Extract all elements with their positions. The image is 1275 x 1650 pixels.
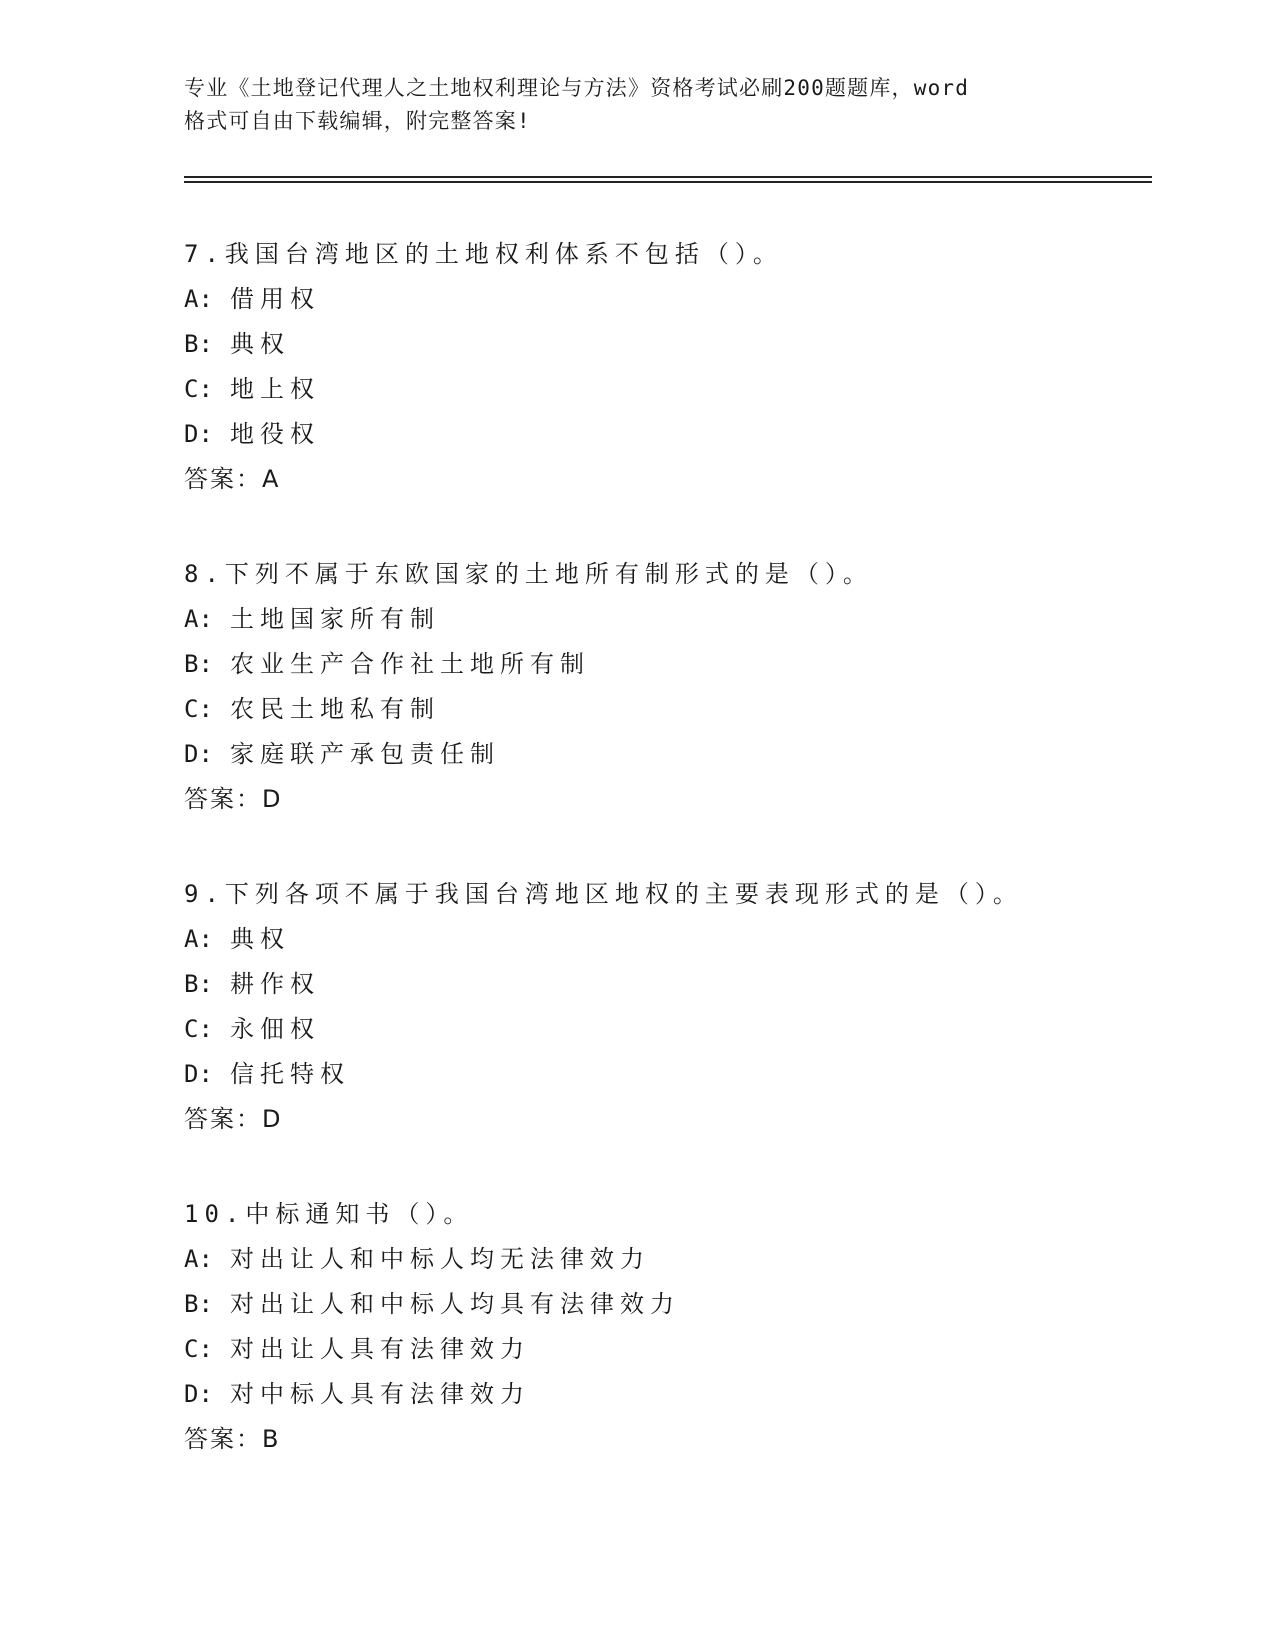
option-label: A: (184, 605, 213, 633)
option-label: C: (184, 375, 213, 403)
option-c (184, 367, 1144, 412)
option-label: C: (184, 695, 213, 723)
option-d (184, 1052, 1144, 1097)
header-line-2: 格式可自由下载编辑，附完整答案! (184, 109, 531, 133)
option-b (184, 962, 1144, 1007)
question-stem: 10.中标通知书（）。 (184, 1200, 474, 1228)
option-text: 典权 (230, 925, 290, 953)
answer: 答案：B (184, 1425, 281, 1453)
question-10 (184, 1192, 1144, 1462)
header-divider-top (184, 176, 1152, 178)
option-a (184, 277, 1144, 322)
option-a (184, 917, 1144, 962)
question-9 (184, 872, 1144, 1142)
option-text: 信托特权 (230, 1060, 350, 1088)
option-d (184, 412, 1144, 457)
option-label: B: (184, 1290, 213, 1318)
option-text: 永佃权 (230, 1015, 320, 1043)
option-c (184, 1007, 1144, 1052)
option-label: B: (184, 650, 213, 678)
option-c (184, 1327, 1144, 1372)
header-divider-bottom (184, 181, 1152, 183)
option-label: D: (184, 1380, 213, 1408)
option-b (184, 1282, 1144, 1327)
option-text: 农民土地私有制 (230, 695, 440, 723)
option-a (184, 1237, 1144, 1282)
option-label: A: (184, 1245, 213, 1273)
question-stem: 8.下列不属于东欧国家的土地所有制形式的是（）。 (184, 560, 873, 588)
question-7 (184, 232, 1144, 502)
option-text: 地役权 (230, 420, 320, 448)
option-text: 耕作权 (230, 970, 320, 998)
option-b (184, 322, 1144, 367)
option-label: B: (184, 970, 213, 998)
option-label: A: (184, 285, 213, 313)
option-d (184, 732, 1144, 777)
answer: 答案：D (184, 1105, 283, 1133)
header-line-1: 专业《土地登记代理人之土地权利理论与方法》资格考试必刷200题题库，word (184, 76, 970, 100)
option-text: 对出让人和中标人均具有法律效力 (230, 1290, 680, 1318)
option-text: 家庭联产承包责任制 (230, 740, 500, 768)
option-label: B: (184, 330, 213, 358)
option-label: A: (184, 925, 213, 953)
option-text: 对中标人具有法律效力 (230, 1380, 530, 1408)
question-stem: 7.我国台湾地区的土地权利体系不包括（）。 (184, 240, 783, 268)
option-label: D: (184, 1060, 213, 1088)
answer: 答案：D (184, 785, 283, 813)
option-label: D: (184, 420, 213, 448)
option-text: 地上权 (230, 375, 320, 403)
option-text: 对出让人具有法律效力 (230, 1335, 530, 1363)
document-header (184, 72, 1064, 138)
option-label: C: (184, 1015, 213, 1043)
option-text: 典权 (230, 330, 290, 358)
option-text: 土地国家所有制 (230, 605, 440, 633)
answer: 答案：A (184, 465, 281, 493)
option-text: 农业生产合作社土地所有制 (230, 650, 590, 678)
question-8 (184, 552, 1144, 822)
option-c (184, 687, 1144, 732)
option-label: C: (184, 1335, 213, 1363)
option-text: 借用权 (230, 285, 320, 313)
option-a (184, 597, 1144, 642)
option-text: 对出让人和中标人均无法律效力 (230, 1245, 650, 1273)
question-stem: 9.下列各项不属于我国台湾地区地权的主要表现形式的是（）。 (184, 880, 1023, 908)
option-label: D: (184, 740, 213, 768)
option-b (184, 642, 1144, 687)
option-d (184, 1372, 1144, 1417)
